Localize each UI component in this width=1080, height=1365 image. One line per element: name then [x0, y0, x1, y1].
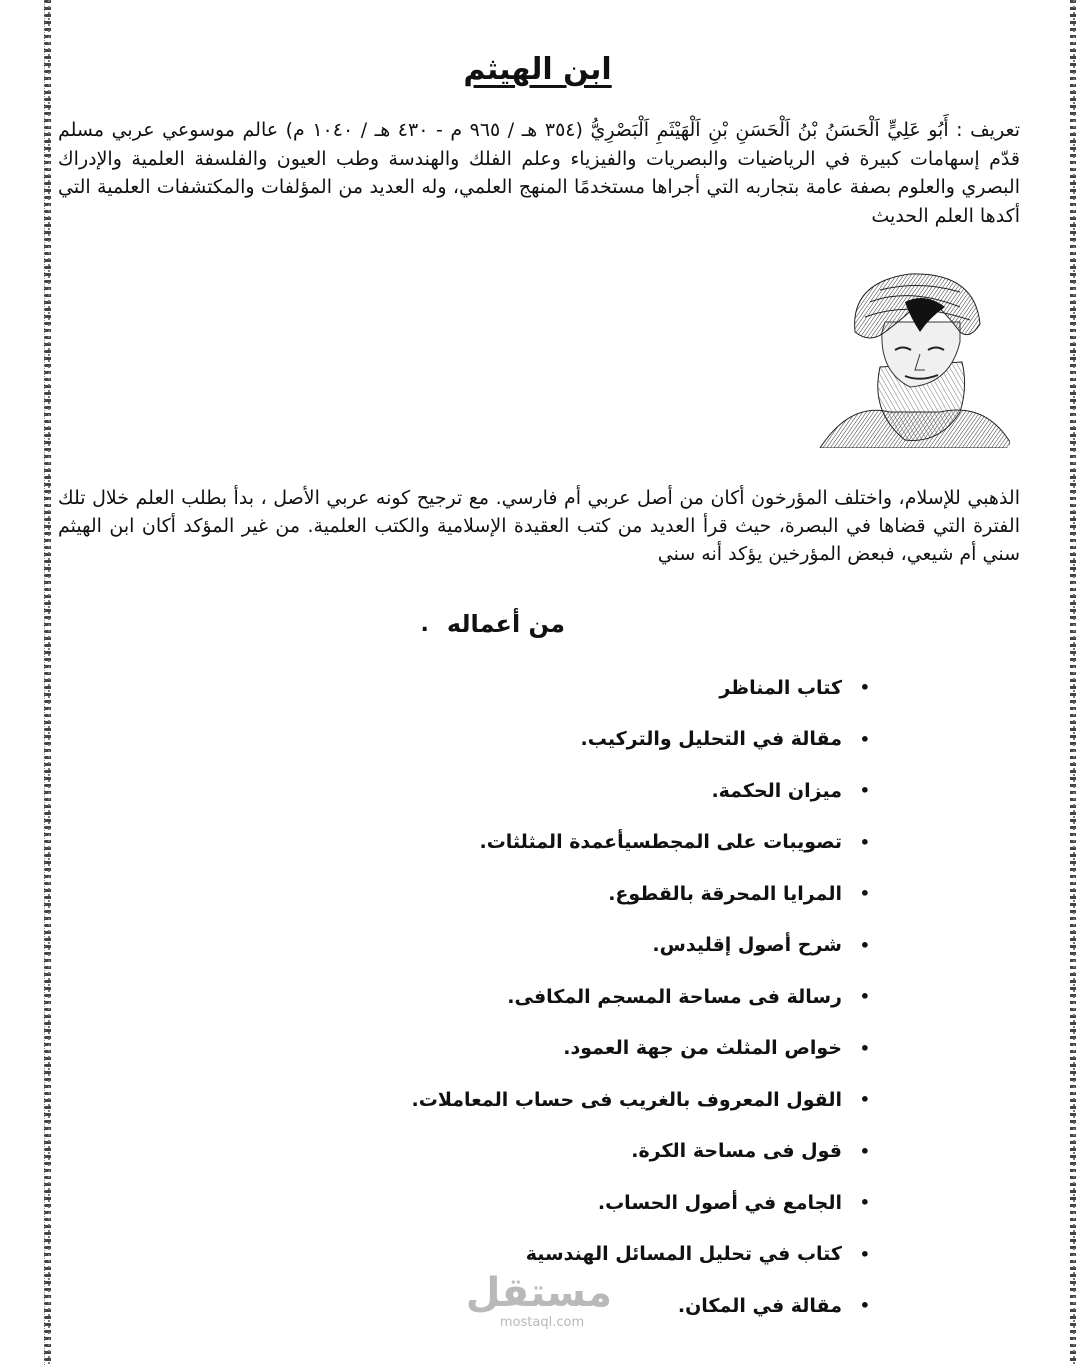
page-title: ابن الهيثم — [463, 52, 612, 87]
bullet-icon: • — [859, 884, 870, 904]
list-item — [412, 1126, 870, 1178]
portrait-engraving-icon — [810, 262, 1010, 448]
work-title: رسالة فى مساحة المسجم المكافى. — [507, 985, 842, 1008]
bullet-icon: • — [859, 729, 870, 749]
work-title: قول فى مساحة الكرة. — [631, 1140, 842, 1163]
bullet-icon: • — [859, 1296, 870, 1316]
work-title: مقالة في المكان. — [677, 1294, 842, 1317]
watermark — [465, 1270, 612, 1330]
bullet-icon: • — [859, 987, 870, 1007]
list-item — [412, 1023, 870, 1075]
watermark-logo: مستقل — [465, 1270, 612, 1316]
bullet-icon: • — [859, 678, 870, 698]
work-title: كتاب المناظر — [719, 676, 842, 699]
portrait-image — [810, 262, 1010, 448]
bullet-icon: • — [859, 1090, 870, 1110]
work-title: شرح أصول إقليدس. — [652, 934, 842, 957]
list-item — [412, 868, 870, 920]
bullet-icon: • — [859, 1244, 870, 1264]
bullet-icon: • — [859, 1038, 870, 1058]
work-title: تصويبات على المجطسيأعمدة المثلثات. — [479, 831, 842, 854]
bullet-icon: • — [859, 832, 870, 852]
work-title: مقالة في التحليل والتركيب. — [580, 728, 842, 751]
list-item — [412, 765, 870, 817]
list-item — [412, 662, 870, 714]
document-page — [55, 0, 1020, 1365]
bullet-icon: • — [859, 781, 870, 801]
list-item — [412, 714, 870, 766]
works-heading-bullet: . — [420, 611, 429, 637]
work-title: ميزان الحكمة. — [711, 779, 842, 802]
bullet-icon: • — [859, 1141, 870, 1161]
work-title: الجامع في أصول الحساب. — [597, 1191, 842, 1214]
intro-paragraph: تعريف : أَبُو عَلِيٍّ اَلْحَسَنُ بْنُ اَلْحَسَنِ بْنِ اَلْهَيْثَمِ اَلْبَصْرِيُّ (٣٥٤ هـ / ٩٦٥ م - ٤٣٠ هـ / ١٠٤٠ م) عالم موسوعي عربي مسلم قدّم إسهامات كبيرة في الرياضيات والبصريات والفيزياء وعلم الفلك والهندسة وطب العيون والفلسفة العلمية والإدراك البصري والعلوم بصفة عامة بتجاربه التي أجراها مستخدمًا المنهج العلمي، وله العديد من المؤلفات والمكتشفات العلمية التي أكدها العلم الحديث — [58, 119, 1021, 227]
biography-paragraph: الذهبي للإسلام، واختلف المؤرخون أكان من أصل عربي أم فارسي. مع ترجيح كونه عربي الأصل ، بدأ بطلب العلم خلال تلك الفترة التي قضاها في البصرة، حيث قرأ العديد من كتب العقيدة الإسلامية والكتب العلمية. من غير المؤكد أكان ابن الهيثم سني أم شيعي، فبعض المؤرخين يؤكد أنه سني — [58, 487, 1020, 565]
page-border-right — [1070, 0, 1076, 1365]
bullet-icon: • — [859, 1193, 870, 1213]
work-title: كتاب في تحليل المسائل الهندسية — [525, 1243, 842, 1266]
page-border-left — [44, 0, 51, 1365]
bullet-icon: • — [859, 935, 870, 955]
works-heading — [421, 610, 565, 638]
watermark-url: mostaql.com — [499, 1315, 585, 1330]
list-item — [412, 971, 870, 1023]
works-list — [412, 662, 870, 1332]
work-title: المرايا المحرقة بالقطوع. — [608, 882, 842, 905]
list-item — [412, 920, 870, 972]
work-title: خواص المثلث من جهة العمود. — [563, 1037, 842, 1060]
list-item — [412, 817, 870, 869]
list-item — [412, 1074, 870, 1126]
list-item — [412, 1177, 870, 1229]
work-title: القول المعروف بالغريب فى حساب المعاملات. — [411, 1088, 842, 1111]
works-heading-text: من أعماله — [446, 610, 565, 638]
